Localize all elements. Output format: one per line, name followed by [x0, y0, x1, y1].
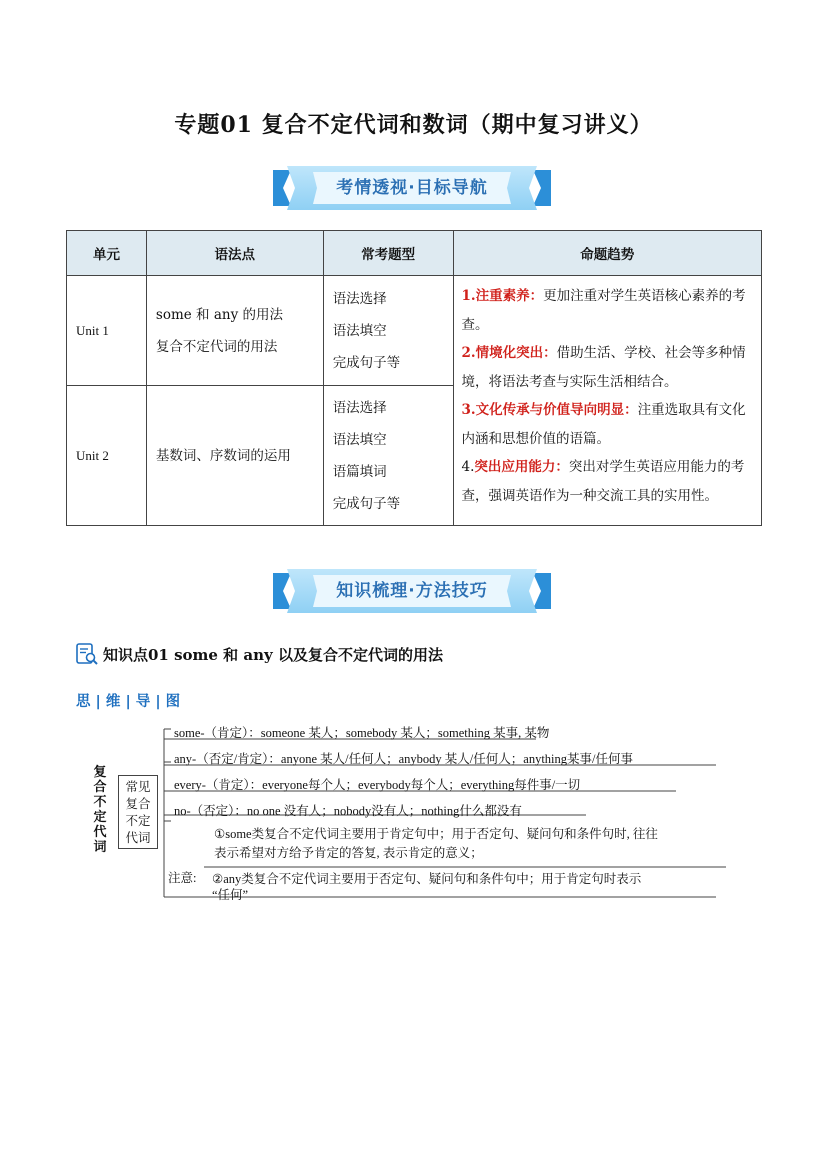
table-row — [67, 276, 762, 386]
question-type: 语法填空 — [332, 322, 387, 339]
column-header: 语法点 — [146, 231, 323, 276]
grammar-point: 复合不定代词的用法 — [155, 338, 278, 355]
mindmap-note-label: 注意: — [168, 871, 197, 885]
column-header: 命题趋势 — [453, 231, 762, 276]
column-header: 单元 — [67, 231, 147, 276]
question-type-cell — [323, 276, 453, 386]
question-type: 完成句子等 — [332, 354, 401, 371]
trend-item: 4.突出应用能力：突出对学生英语应用能力的考查，强调英语作为一种交流工具的实用性。 — [461, 459, 745, 504]
question-type: 语篇填词 — [332, 463, 387, 480]
banner-title: 知识梳理·方法技巧 — [336, 581, 488, 601]
section-banner-exam-overview — [273, 166, 551, 210]
grammar-point-cell — [146, 386, 323, 526]
page-title: 专题01 复合不定代词和数词（期中复习讲义） — [174, 112, 653, 138]
trend-item: 1.注重素养：更加注重对学生英语核心素养的考查。 — [461, 288, 746, 333]
question-type: 语法选择 — [332, 290, 387, 307]
mindmap-note: “任何” — [212, 888, 249, 902]
mindmap-branch: every-（肯定）：everyone每个人；everybody每个人；everything每件事/一切 — [174, 778, 581, 792]
table-header-row — [67, 231, 762, 276]
grammar-point: some 和 any 的用法 — [155, 306, 284, 323]
question-type: 语法填空 — [332, 431, 387, 448]
mindmap-note: ②any类复合不定代词主要用于否定句、疑问句和条件句中；用于肯定句时表示 — [212, 872, 642, 886]
mindmap-note: ①some类复合不定代词主要用于肯定句中；用于否定句、疑问句和条件句时, 往往 — [214, 827, 658, 841]
trend-item: 3.文化传承与价值导向明显：注重选取具有文化内涵和思想价值的语篇。 — [461, 402, 746, 447]
trend-cell — [453, 276, 762, 526]
grammar-point: 基数词、序数词的运用 — [155, 447, 291, 464]
mindmap-node: 常见复合不定代词 — [118, 775, 158, 849]
grammar-point-cell — [146, 276, 323, 386]
trend-item: 2.情境化突出：借助生活、学校、社会等多种情境，将语法考查与实际生活相结合。 — [461, 345, 746, 390]
column-header: 常考题型 — [323, 231, 453, 276]
exam-overview-table — [66, 230, 762, 526]
mindmap-root: 复合不定代词 — [93, 765, 107, 855]
mindmap-branch: no-（否定）：no one 没有人；nobody没有人；nothing什么都没有 — [174, 804, 522, 818]
mindmap-branch: any-（否定/肯定）：anyone 某人/任何人；anybody 某人/任何人；anything某事/任何事 — [174, 752, 633, 766]
unit-cell: Unit 2 — [67, 386, 147, 526]
question-type: 语法选择 — [332, 399, 387, 416]
section-banner-knowledge — [273, 569, 551, 613]
banner-title: 考情透视·目标导航 — [336, 178, 488, 198]
unit-cell: Unit 1 — [67, 276, 147, 386]
mindmap-note: 表示希望对方给予肯定的答复, 表示肯定的意义； — [214, 846, 483, 860]
mindmap-label: 思 | 维 | 导 | 图 — [76, 694, 181, 710]
question-type-cell — [323, 386, 453, 526]
knowledge-point-title: 知识点01 some 和 any 以及复合不定代词的用法 — [103, 645, 443, 664]
mindmap-branch: some-（肯定）：someone 某人；somebody 某人；something 某事, 某物 — [174, 726, 550, 740]
knowledge-point-heading — [75, 642, 443, 666]
question-type: 完成句子等 — [332, 495, 401, 512]
mindmap — [86, 717, 726, 912]
document-search-icon — [75, 642, 99, 666]
